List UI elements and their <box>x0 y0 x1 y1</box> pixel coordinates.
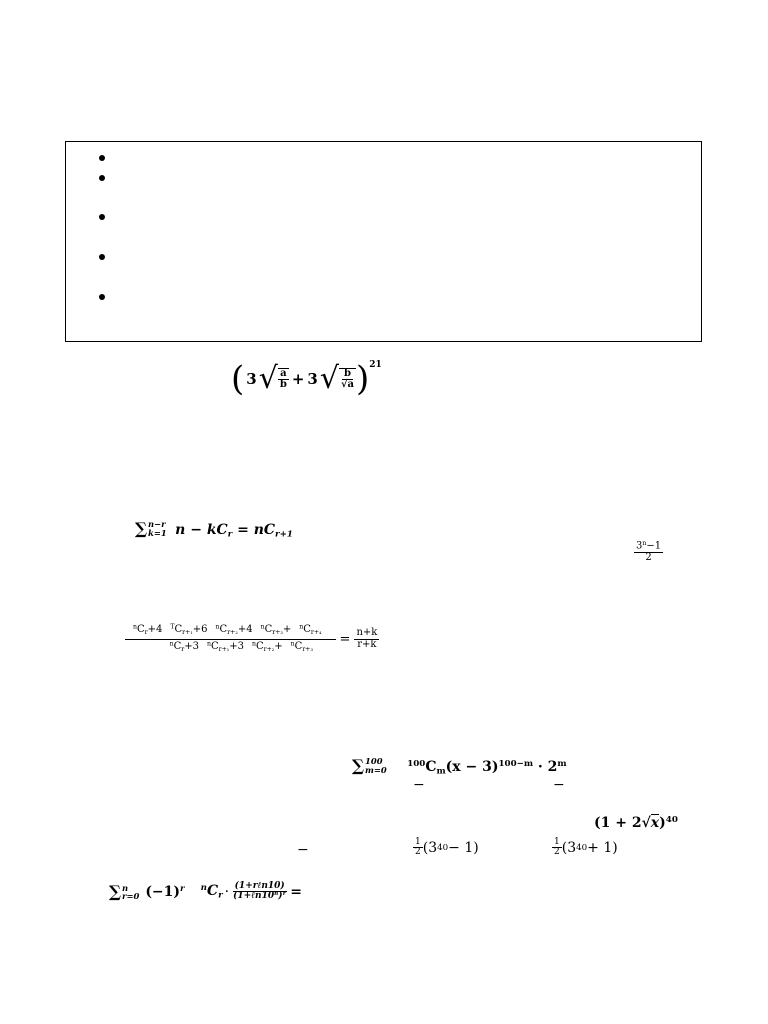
denominator: (1+ℓn10ⁿ)ʳ <box>233 891 287 902</box>
lower-limit: r=0 <box>122 890 140 901</box>
numerator-row <box>125 625 336 640</box>
denominator: r+k <box>357 638 377 650</box>
numerator: (1+rℓn10) <box>234 881 285 891</box>
binomial-term: $^nC_{r+_4}$ <box>299 624 322 637</box>
dash-mark: − <box>297 842 309 858</box>
bullet-icon <box>99 155 105 161</box>
lower-limit: k=1 <box>148 527 167 538</box>
instructions-box <box>65 141 702 342</box>
exponent: 21 <box>369 360 382 370</box>
option-half-plus: $\frac{1}{2}$ (3 40 + 1) <box>554 837 618 858</box>
sqrt-icon: √ <box>258 361 278 396</box>
equals-rhs: = nC <box>232 522 276 538</box>
coefficient: 3 <box>246 370 257 388</box>
sum-limits <box>122 884 139 901</box>
binomial-roots-expression <box>231 359 382 399</box>
upper-limit: 100 <box>365 756 383 767</box>
fraction-a-over-b <box>278 368 289 391</box>
equals-sign: = <box>339 631 351 647</box>
fraction-option <box>634 541 663 563</box>
numerator: b <box>344 367 351 379</box>
bullet-icon <box>99 175 105 181</box>
numerator: $3^n-1$ <box>636 540 662 552</box>
numerator: n+k <box>356 627 378 639</box>
sum-body: $^{100}C_m(x - 3)^{100-m} \cdot 2^m$ <box>407 759 567 777</box>
sum-limits <box>365 757 387 774</box>
denominator-row <box>134 640 327 654</box>
fraction-b-over-root-a <box>339 368 356 391</box>
main-fraction <box>125 625 336 654</box>
sqrt-icon: √ <box>641 815 651 831</box>
binomial-term: $^nC_{r+_3}+$ <box>260 624 292 637</box>
denominator: √a <box>340 379 355 390</box>
denominator: 2 <box>645 551 652 563</box>
expansion-40-expression: $(1 + 2√x)^{40}$ <box>594 815 678 831</box>
binomial-term: $^nC_r+3$ <box>169 640 199 654</box>
dash-mark: − <box>553 777 565 793</box>
subscript: r+1 <box>275 529 293 540</box>
coefficient: 3 <box>307 370 318 388</box>
binomial-term: $^nC_{r+_3}$ <box>290 640 313 654</box>
plus-sign: + <box>291 370 305 388</box>
alternating-fraction <box>231 882 288 902</box>
sum-symbol: ∑ n r=0 <box>109 882 140 902</box>
sqrt-icon: √ <box>319 361 339 396</box>
term: n − kC <box>175 522 228 538</box>
dash-mark: − <box>413 777 425 793</box>
bullet-icon <box>99 294 105 300</box>
rhs-fraction <box>354 628 379 650</box>
binomial-term: $^nC_{r+_2}+$ <box>251 640 283 654</box>
bullet-icon <box>99 254 105 260</box>
sum-identity-expression <box>135 519 293 540</box>
binomial-term: $^TC_{r+_1}+6$ <box>170 624 208 637</box>
paren-open: ( <box>231 359 245 399</box>
ratio-sum-expression <box>125 625 379 654</box>
subscript: r <box>227 529 233 540</box>
sum-100-expression <box>352 756 567 777</box>
option-half-minus: $\frac{1}{2}$ (3 40 − 1) <box>415 837 479 858</box>
denominator: b <box>279 379 287 390</box>
equals-sign: = <box>290 883 302 900</box>
binomial-term: $^nC_r+4$ <box>133 624 163 637</box>
sum-symbol: ∑ 100 m=0 <box>352 756 387 775</box>
lower-limit: m=0 <box>365 764 387 775</box>
upper-limit: n <box>122 882 129 893</box>
bullet-icon <box>99 214 105 220</box>
binomial-term: $^nC_{r+_2}+4$ <box>215 624 253 637</box>
numerator: a <box>280 367 287 379</box>
sum-limits <box>148 520 167 537</box>
paren-close: ) <box>356 359 370 399</box>
alternating-sum-expression: ∑ n r=0 $(-1)^r$ $^nC_r$ · $\frac{\text{(1+rℓn10)}}{\text{(1+ℓn10ⁿ)ʳ}}$ = <box>109 881 302 902</box>
binomial-term: $^nC_{r+_1}+3$ <box>206 640 244 654</box>
upper-limit: n−r <box>148 519 166 530</box>
sum-symbol: ∑ n−r k=1 <box>135 519 167 538</box>
